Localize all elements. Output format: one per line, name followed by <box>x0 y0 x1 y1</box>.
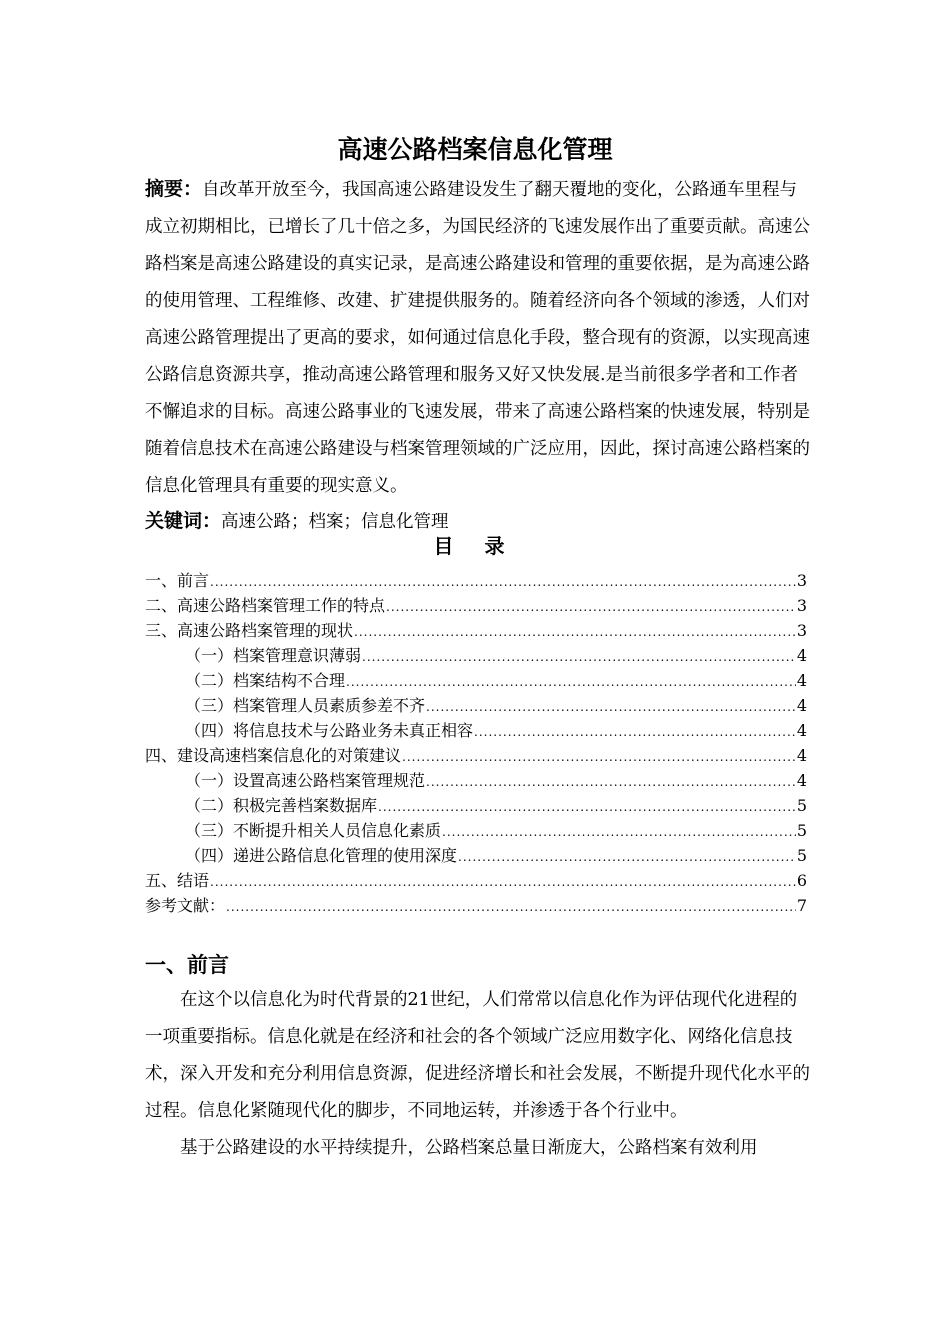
toc-entry[interactable] <box>145 643 807 668</box>
toc-entry-text: （一）设置高速公路档案管理规范 <box>185 771 426 790</box>
toc-leader <box>210 570 796 595</box>
toc-page-number: 5 <box>796 821 807 840</box>
toc-page-number: 4 <box>796 646 807 665</box>
toc-leader <box>426 695 796 720</box>
toc-page-number: 4 <box>796 721 807 740</box>
section-body <box>145 982 813 1167</box>
toc-entry-text: 一、前言 <box>145 571 210 590</box>
toc-leader <box>378 795 796 820</box>
toc-entry-text: （三）不断提升相关人员信息化素质 <box>185 821 442 840</box>
toc-entry[interactable] <box>145 668 807 693</box>
toc-page-number: 3 <box>796 571 807 590</box>
toc-leader <box>386 595 796 620</box>
toc-entry[interactable] <box>145 618 807 643</box>
keywords-text: 高速公路；档案；信息化管理 <box>221 512 449 532</box>
toc-entry[interactable] <box>145 893 807 918</box>
toc-entry-text: （二）积极完善档案数据库 <box>185 796 378 815</box>
toc-leader <box>426 770 796 795</box>
toc-entry[interactable] <box>145 793 807 818</box>
keywords-label: 关键词： <box>145 510 222 532</box>
toc-leader <box>354 620 796 645</box>
toc-leader <box>362 645 796 670</box>
toc-entry[interactable] <box>145 743 807 768</box>
toc-title: 目 录 <box>433 534 517 558</box>
toc-page-number: 4 <box>796 696 807 715</box>
toc-entry[interactable] <box>145 818 807 843</box>
toc-entry-text: 参考文献： <box>145 896 226 915</box>
toc-entry-text: 五、结语 <box>145 871 210 890</box>
table-of-contents <box>145 568 807 918</box>
toc-leader <box>402 745 796 770</box>
toc-page-number: 3 <box>796 621 807 640</box>
paragraph: 在这个以信息化为时代背景的21世纪，人们常常以信息化作为评估现代化进程的一项重要指标。信息化就是在经济和社会的各个领域广泛应用数字化、网络化信息技术，深入开发和充分利用信息资源，促进经济增长和社会发展，不断提升现代化水平的过程。信息化紧随现代化的脚步，不同地运转，并渗透于各个行业中。 <box>145 990 810 1121</box>
toc-page-number: 4 <box>796 746 807 765</box>
toc-entry-text: （四）将信息技术与公路业务未真正相容 <box>185 721 474 740</box>
toc-entry-text: （四）递进公路信息化管理的使用深度 <box>185 846 458 865</box>
toc-page-number: 5 <box>796 796 807 815</box>
toc-entry-text: 二、高速公路档案管理工作的特点 <box>145 596 386 615</box>
toc-page-number: 3 <box>796 596 807 615</box>
toc-leader <box>346 670 796 695</box>
toc-entry[interactable] <box>145 768 807 793</box>
toc-entry-text: 三、高速公路档案管理的现状 <box>145 621 354 640</box>
document-title: 高速公路档案信息化管理 <box>337 135 613 164</box>
toc-leader <box>226 895 796 920</box>
toc-page-number: 6 <box>796 871 807 890</box>
toc-entry[interactable] <box>145 718 807 743</box>
toc-page-number: 4 <box>796 771 807 790</box>
toc-leader <box>474 720 796 745</box>
toc-page-number: 4 <box>796 671 807 690</box>
toc-leader <box>210 870 796 895</box>
toc-entry[interactable] <box>145 693 807 718</box>
toc-entry[interactable] <box>145 568 807 593</box>
toc-entry-text: （三）档案管理人员素质参差不齐 <box>185 696 426 715</box>
toc-leader <box>458 845 796 870</box>
toc-entry-text: （二）档案结构不合理 <box>185 671 346 690</box>
toc-page-number: 7 <box>796 896 807 915</box>
toc-entry[interactable] <box>145 843 807 868</box>
toc-entry-text: （一）档案管理意识薄弱 <box>185 646 362 665</box>
abstract-text: 自改革开放至今，我国高速公路建设发生了翻天覆地的变化，公路通车里程与成立初期相比，已增长了几十倍之多，为国民经济的飞速发展作出了重要贡献。高速公路档案是高速公路建设的真实记录，是高速公路建设和管理的重要依据，是为高速公路的使用管理、工程维修、改建、扩建提供服务的。随着经济向各个领域的渗透，人们对高速公路管理提出了更高的要求，如何通过信息化手段，整合现有的资源，以实现高速公路信息资源共享，推动高速公路管理和服务又好又快发展.是当前很多学者和工作者不懈追求的目标。高速公路事业的飞速发展，带来了高速公路档案的快速发展，特别是随着信息技术在高速公路建设与档案管理领域的广泛应用，因此，探讨高速公路档案的信息化管理具有重要的现实意义。 <box>145 180 810 496</box>
section-heading: 一、前言 <box>145 953 229 977</box>
toc-entry[interactable] <box>145 868 807 893</box>
abstract <box>145 171 813 505</box>
paragraph: 基于公路建设的水平持续提升，公路档案总量日渐庞大，公路档案有效利用 <box>180 1138 758 1158</box>
toc-entry[interactable] <box>145 593 807 618</box>
toc-page-number: 5 <box>796 846 807 865</box>
toc-entry-text: 四、建设高速档案信息化的对策建议 <box>145 746 402 765</box>
toc-leader <box>442 820 796 845</box>
abstract-label: 摘要： <box>145 178 203 200</box>
